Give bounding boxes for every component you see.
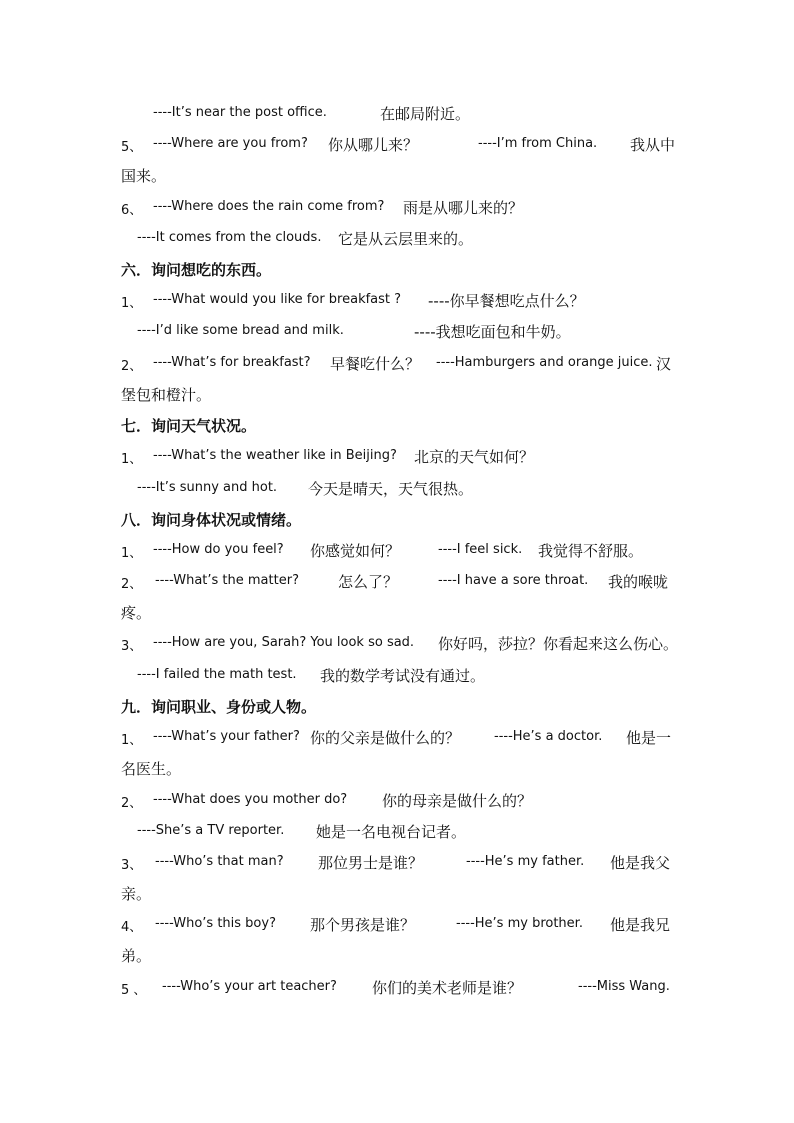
answer-cn: 汉 <box>656 355 672 373</box>
text-line <box>0 228 794 248</box>
item-number: 1、 <box>121 452 143 467</box>
item-number: 3、 <box>121 858 143 873</box>
question-cn: 你从哪儿来？ <box>328 136 419 154</box>
question-cn: 你好吗，莎拉？你看起来这么伤心。 <box>438 635 679 653</box>
question-en: ----Where are you from? <box>153 136 308 151</box>
answer-en: ----I’d like some bread and milk. <box>137 323 344 338</box>
answer-en: ----I failed the math test. <box>137 667 297 682</box>
answer-en: ----Hamburgers and orange juice. <box>436 355 653 370</box>
item-number: 5 、 <box>121 983 147 998</box>
question-cn: 你们的美术老师是谁？ <box>372 979 523 997</box>
text-line <box>0 790 794 810</box>
answer-en: ----It’s sunny and hot. <box>137 480 278 495</box>
answer-cn: 我的数学考试没有通过。 <box>320 667 486 685</box>
text-line <box>0 321 794 341</box>
question-cn: 你的父亲是做什么的？ <box>310 729 461 747</box>
answer-en: ----Miss Wang. <box>578 979 670 994</box>
section-heading: 七．询问天气状况。 <box>121 417 257 435</box>
question-cn: 那个男孩是谁？ <box>310 916 416 934</box>
text-line <box>0 540 794 560</box>
item-number: 6、 <box>121 203 143 218</box>
question-cn: 你感觉如何？ <box>310 542 401 560</box>
item-number: 2、 <box>121 796 143 811</box>
text-line <box>0 478 794 498</box>
answer-cn: 她是一名电视台记者。 <box>316 823 467 841</box>
continued-text: 名医生。 <box>121 760 182 778</box>
answer-cn: 它是从云层里来的。 <box>338 230 474 248</box>
text-line <box>0 977 794 997</box>
item-number: 2、 <box>121 577 143 592</box>
answer-cn: 我的喉咙 <box>608 573 669 591</box>
section-heading: 八．询问身体状况或情绪。 <box>121 511 302 529</box>
text-line <box>0 353 794 373</box>
question-cn: ----你早餐想吃点什么？ <box>428 292 585 310</box>
text-line <box>0 821 794 841</box>
continued-text: 国来。 <box>121 167 167 185</box>
text-line <box>0 727 794 747</box>
item-number: 5、 <box>121 140 143 155</box>
continued-text: 堡包和橙汁。 <box>121 386 212 404</box>
question-en: ----How do you feel? <box>153 542 284 557</box>
answer-cn: 我觉得不舒服。 <box>538 542 644 560</box>
text-line <box>0 571 794 591</box>
item-number: 1、 <box>121 733 143 748</box>
answer-en: ----He’s my brother. <box>456 916 583 931</box>
answer-en: ----He’s a doctor. <box>494 729 603 744</box>
text-line <box>0 852 794 872</box>
answer-cn: 他是我父 <box>610 854 671 872</box>
question-cn: 怎么了？ <box>338 573 399 591</box>
question-cn: 那位男士是谁？ <box>318 854 424 872</box>
answer-cn: 我从中 <box>630 136 676 154</box>
question-en: ----How are you, Sarah? You look so sad. <box>153 635 415 650</box>
answer-en: ----It’s near the post office. <box>153 105 327 120</box>
question-cn: 你的母亲是做什么的？ <box>382 792 533 810</box>
answer-cn: 他是我兄 <box>610 916 671 934</box>
question-en: ----Who’s that man? <box>155 854 284 869</box>
answer-en: ----She’s a TV reporter. <box>137 823 285 838</box>
continued-text: 弟。 <box>121 947 152 965</box>
question-en: ----Who’s this boy? <box>155 916 276 931</box>
question-en: ----Who’s your art teacher? <box>162 979 337 994</box>
answer-en: ----He’s my father. <box>466 854 585 869</box>
question-cn: 早餐吃什么？ <box>330 355 421 373</box>
text-line <box>0 134 794 154</box>
question-cn: 雨是从哪儿来的？ <box>403 199 524 217</box>
text-line <box>0 914 794 934</box>
item-number: 1、 <box>121 546 143 561</box>
section-heading: 九．询问职业、身份或人物。 <box>121 698 317 716</box>
answer-cn: 在邮局附近。 <box>380 105 471 123</box>
question-cn: 北京的天气如何？ <box>414 448 535 466</box>
item-number: 1、 <box>121 296 143 311</box>
continued-text: 亲。 <box>121 885 152 903</box>
question-en: ----What’s your father? <box>153 729 300 744</box>
question-en: ----What’s the weather like in Beijing? <box>153 448 397 463</box>
text-line <box>0 103 794 123</box>
question-en: ----What does you mother do? <box>153 792 348 807</box>
answer-en: ----I feel sick. <box>438 542 523 557</box>
text-line <box>0 665 794 685</box>
text-line <box>0 633 794 653</box>
answer-en: ----I have a sore throat. <box>438 573 589 588</box>
question-en: ----What’s for breakfast? <box>153 355 311 370</box>
answer-cn: ----我想吃面包和牛奶。 <box>414 323 571 341</box>
answer-cn: 今天是晴天，天气很热。 <box>308 480 474 498</box>
answer-en: ----I’m from China. <box>478 136 598 151</box>
item-number: 2、 <box>121 359 143 374</box>
question-en: ----What would you like for breakfast ? <box>153 292 402 307</box>
continued-text: 疼。 <box>121 604 152 622</box>
section-heading: 六．询问想吃的东西。 <box>121 261 272 279</box>
item-number: 4、 <box>121 920 143 935</box>
question-en: ----What’s the matter? <box>155 573 299 588</box>
question-en: ----Where does the rain come from? <box>153 199 385 214</box>
answer-cn: 他是一 <box>626 729 672 747</box>
text-line <box>0 446 794 466</box>
item-number: 3、 <box>121 639 143 654</box>
text-line <box>0 197 794 217</box>
answer-en: ----It comes from the clouds. <box>137 230 322 245</box>
text-line <box>0 290 794 310</box>
